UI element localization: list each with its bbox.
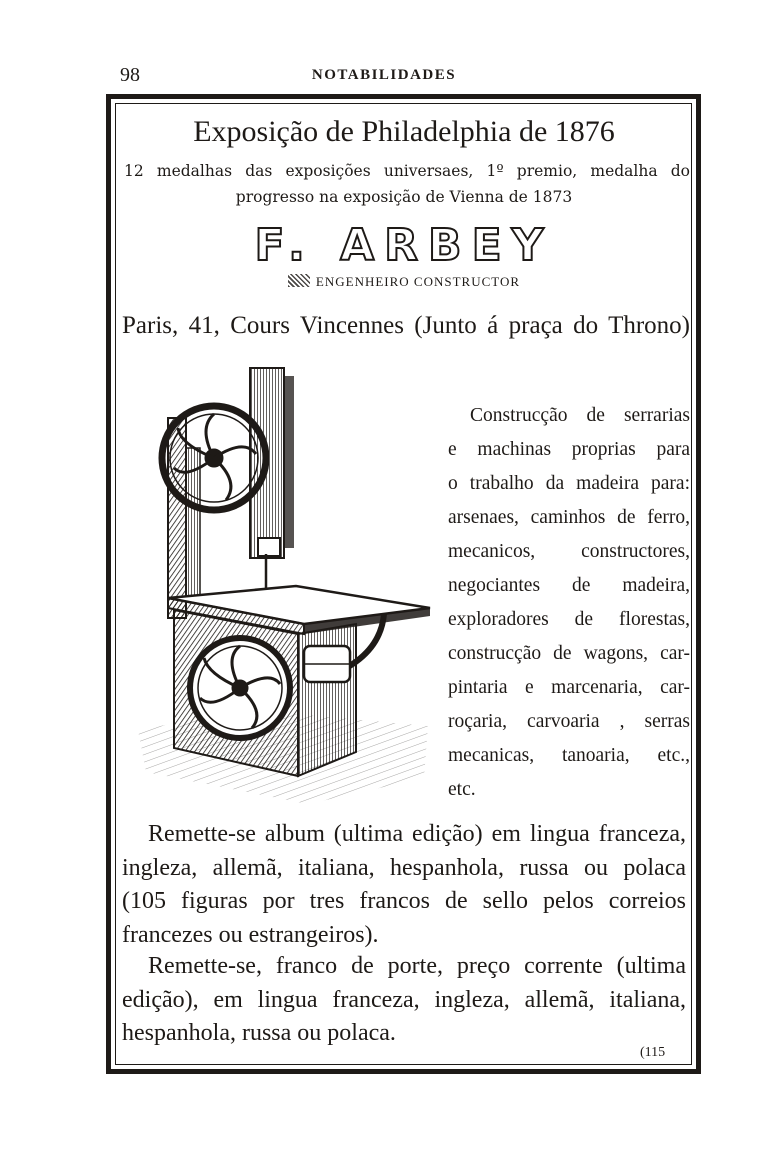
- running-head: NOTABILIDADES: [311, 67, 457, 83]
- services-line: mecanicas, tanoaria, etc.,: [448, 745, 690, 766]
- band-saw-illustration: [128, 358, 440, 804]
- services-line: etc.: [448, 779, 476, 800]
- services-line: Construcção de serrarias: [470, 405, 690, 426]
- services-line: pintaria e marcenaria, car-: [448, 677, 690, 698]
- makers-mark-icon: [288, 274, 310, 287]
- address-line: Paris, 41, Cours Vincennes (Junto á praça do Throno): [122, 312, 690, 339]
- services-line: arsenaes, caminhos de ferro,: [448, 507, 690, 528]
- progress-line: progresso na exposição de Vienna de 1873: [235, 188, 573, 206]
- firm-name: F. ARBEY: [254, 220, 554, 271]
- notice-line: Remette-se album (ultima edição) em lingua franceza,: [148, 821, 686, 847]
- drive-pulley: [304, 646, 350, 682]
- services-line: e machinas proprias para: [448, 439, 690, 460]
- reference-code: (115: [640, 1045, 666, 1060]
- services-line: mecanicos, constructores,: [448, 541, 690, 562]
- page-number: 98: [120, 64, 140, 86]
- services-line: roçaria, carvoaria , serras: [448, 711, 690, 732]
- album-notice: [122, 818, 686, 952]
- expo-title: Exposição de Philadelphia de 1876: [193, 115, 615, 148]
- notice-line: (105 figuras por tres francos de sello pelos correios: [122, 888, 686, 914]
- services-line: o trabalho da madeira para:: [448, 473, 690, 494]
- medals-line: 12 medalhas das exposições universaes, 1º premio, medalha do: [124, 162, 690, 180]
- notice-line: hespanhola, russa ou polaca.: [122, 1020, 396, 1046]
- services-text: [448, 399, 690, 807]
- services-line: exploradores de florestas,: [448, 609, 690, 630]
- lower-wheel: [190, 638, 290, 738]
- notice-line: Remette-se, franco de porte, preço corrente (ultima: [148, 953, 686, 979]
- services-line: negociantes de madeira,: [448, 575, 690, 596]
- services-line: construcção de wagons, car-: [448, 643, 690, 664]
- notice-line: edição), em lingua franceza, ingleza, allemã, italiana,: [122, 986, 686, 1013]
- firm-title: [112, 274, 696, 290]
- notice-line: ingleza, allemã, italiana, hespanhola, russa ou polaca: [122, 854, 686, 881]
- firm-title-text: ENGENHEIRO CONSTRUCTOR: [315, 274, 521, 289]
- notice-line: francezes ou estrangeiros).: [122, 921, 379, 948]
- price-list-notice: [122, 950, 686, 1051]
